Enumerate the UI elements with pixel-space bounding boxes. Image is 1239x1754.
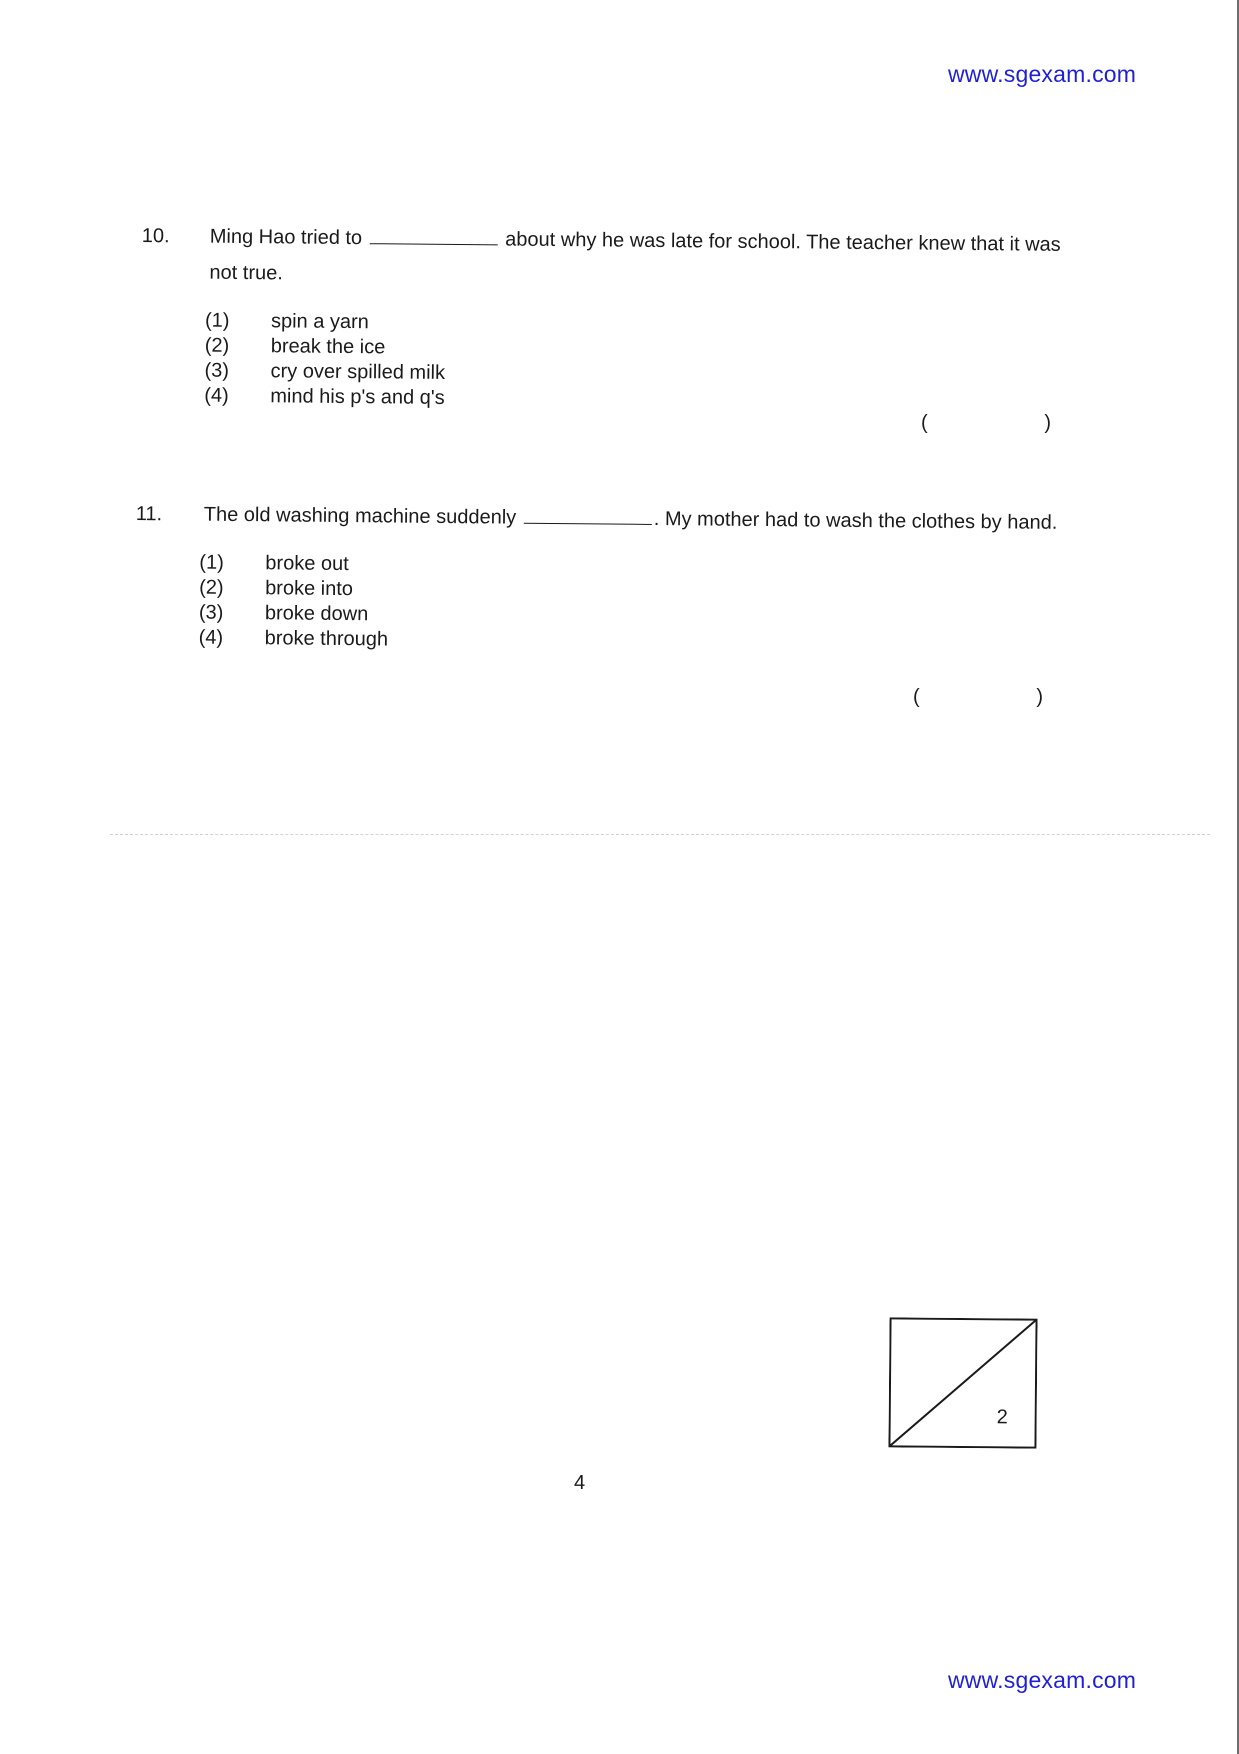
option-number: (2) <box>199 576 224 599</box>
question-stem <box>136 496 1076 541</box>
score-box <box>888 1317 1037 1448</box>
page-number: 4 <box>574 1472 586 1494</box>
option-text: broke into <box>265 577 354 601</box>
score-value: 2 <box>996 1406 1008 1429</box>
option-text: broke down <box>264 602 369 626</box>
stem-text-before: The old washing machine suddenly <box>203 503 517 529</box>
option-list <box>135 550 1076 659</box>
question-10 <box>140 218 1082 417</box>
answer-bracket-10 <box>921 412 1051 435</box>
option-text: break the ice <box>270 335 386 359</box>
stem-text-after: about why he was late for school. The teacher knew that it was not true. <box>209 228 1061 285</box>
question-number: 11. <box>135 502 163 526</box>
option-number: (3) <box>204 359 230 382</box>
stem-text-after: . My mother had to wash the clothes by hand. <box>653 507 1058 534</box>
question-11 <box>135 496 1076 659</box>
option-text: cry over spilled milk <box>270 360 446 384</box>
option-list <box>140 308 1081 417</box>
stem-text-before: Ming Hao tried to <box>209 225 363 250</box>
option-text: broke through <box>264 627 389 651</box>
option-number: (4) <box>198 626 224 649</box>
bracket-open: ( <box>921 412 928 434</box>
scan-artifact-line <box>110 834 1210 835</box>
option-text: mind his p's and q's <box>270 385 445 409</box>
bracket-close: ) <box>1044 412 1051 434</box>
answer-bracket-11 <box>913 686 1043 709</box>
option-number: (2) <box>204 334 230 357</box>
option-number: (3) <box>198 601 224 624</box>
option-text: broke out <box>265 552 349 576</box>
option-number: (1) <box>204 309 230 332</box>
option-text: spin a yarn <box>270 310 369 334</box>
answer-blank <box>524 501 652 525</box>
bracket-close: ) <box>1036 686 1043 708</box>
question-number: 10. <box>141 224 170 248</box>
option-number: (4) <box>204 384 229 407</box>
footer-watermark: www.sgexam.com <box>948 1667 1137 1693</box>
option-number: (1) <box>199 551 224 574</box>
score-box-frame <box>888 1317 1037 1448</box>
bracket-open: ( <box>913 686 920 708</box>
answer-blank <box>370 221 498 245</box>
header-watermark: www.sgexam.com <box>948 61 1137 87</box>
question-stem <box>141 218 1082 299</box>
